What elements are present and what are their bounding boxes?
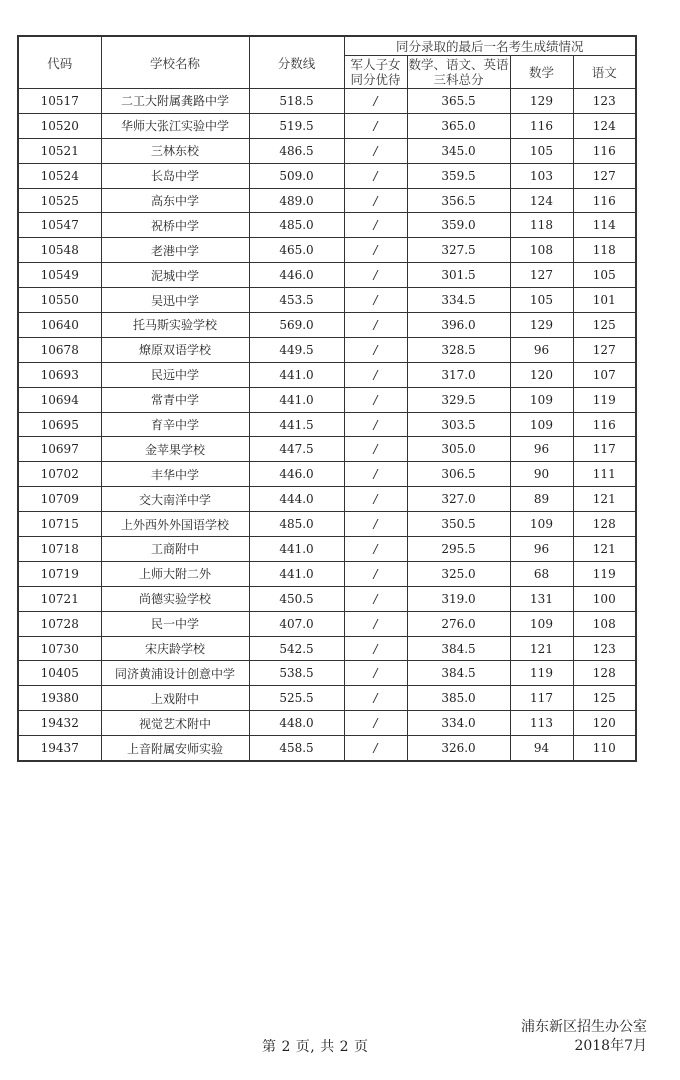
cell-cutoff: 525.5 — [249, 686, 344, 711]
table-row — [18, 313, 636, 338]
cell-cutoff: 407.0 — [249, 611, 344, 636]
cell-math: 109 — [510, 611, 573, 636]
cell-code: 10697 — [18, 437, 101, 462]
cell-school-name: 二工大附属龚路中学 — [101, 89, 249, 114]
cell-military: / — [344, 362, 407, 387]
cell-military: / — [344, 611, 407, 636]
cell-school-name: 工商附中 — [101, 537, 249, 562]
cell-math: 96 — [510, 437, 573, 462]
cell-chinese: 119 — [573, 561, 636, 586]
cell-total3: 396.0 — [407, 313, 510, 338]
cell-chinese: 116 — [573, 412, 636, 437]
cell-cutoff: 465.0 — [249, 238, 344, 263]
header-code: 代码 — [18, 36, 101, 89]
table-row — [18, 138, 636, 163]
cell-military: / — [344, 263, 407, 288]
cell-total3: 356.5 — [407, 188, 510, 213]
cell-math: 96 — [510, 337, 573, 362]
cell-code: 10719 — [18, 561, 101, 586]
cell-math: 129 — [510, 313, 573, 338]
cell-math: 131 — [510, 586, 573, 611]
cell-code: 10678 — [18, 337, 101, 362]
cell-total3: 328.5 — [407, 337, 510, 362]
cell-chinese: 128 — [573, 512, 636, 537]
cell-school-name: 三林东校 — [101, 138, 249, 163]
cell-total3: 327.0 — [407, 487, 510, 512]
cell-code: 19432 — [18, 711, 101, 736]
cell-military: / — [344, 437, 407, 462]
cell-chinese: 116 — [573, 138, 636, 163]
table-row — [18, 437, 636, 462]
cell-cutoff: 447.5 — [249, 437, 344, 462]
cell-military: / — [344, 561, 407, 586]
cell-total3: 350.5 — [407, 512, 510, 537]
cell-chinese: 116 — [573, 188, 636, 213]
cell-school-name: 燎原双语学校 — [101, 337, 249, 362]
footer-signature — [521, 1018, 647, 1056]
cell-math: 109 — [510, 412, 573, 437]
cell-chinese: 120 — [573, 711, 636, 736]
table-row — [18, 337, 636, 362]
cell-math: 118 — [510, 213, 573, 238]
table-row — [18, 586, 636, 611]
cell-math: 68 — [510, 561, 573, 586]
cell-code: 10517 — [18, 89, 101, 114]
cell-total3: 384.5 — [407, 661, 510, 686]
cell-math: 94 — [510, 736, 573, 761]
cell-school-name: 尚德实验学校 — [101, 586, 249, 611]
cell-math: 113 — [510, 711, 573, 736]
cell-military: / — [344, 462, 407, 487]
cell-total3: 303.5 — [407, 412, 510, 437]
table-row — [18, 387, 636, 412]
table-row — [18, 362, 636, 387]
table-row — [18, 487, 636, 512]
cell-chinese: 123 — [573, 89, 636, 114]
cell-school-name: 交大南洋中学 — [101, 487, 249, 512]
cell-code: 19380 — [18, 686, 101, 711]
table-row — [18, 736, 636, 761]
cell-military: / — [344, 686, 407, 711]
cell-school-name: 高东中学 — [101, 188, 249, 213]
cell-cutoff: 485.0 — [249, 512, 344, 537]
cell-school-name: 祝桥中学 — [101, 213, 249, 238]
cell-school-name: 上师大附二外 — [101, 561, 249, 586]
cell-school-name: 民一中学 — [101, 611, 249, 636]
cell-chinese: 100 — [573, 586, 636, 611]
cell-school-name: 华师大张江实验中学 — [101, 113, 249, 138]
cell-math: 109 — [510, 387, 573, 412]
cell-code: 10521 — [18, 138, 101, 163]
cell-cutoff: 441.0 — [249, 537, 344, 562]
cell-chinese: 121 — [573, 537, 636, 562]
cell-military: / — [344, 113, 407, 138]
table-row — [18, 561, 636, 586]
cell-total3: 359.0 — [407, 213, 510, 238]
cell-military: / — [344, 138, 407, 163]
cell-math: 109 — [510, 512, 573, 537]
cell-cutoff: 509.0 — [249, 163, 344, 188]
cell-chinese: 108 — [573, 611, 636, 636]
cell-total3: 306.5 — [407, 462, 510, 487]
cell-math: 96 — [510, 537, 573, 562]
table-row — [18, 611, 636, 636]
table-row — [18, 89, 636, 114]
cell-math: 108 — [510, 238, 573, 263]
cell-cutoff: 441.5 — [249, 412, 344, 437]
cell-math: 90 — [510, 462, 573, 487]
cell-code: 19437 — [18, 736, 101, 761]
cell-code: 10550 — [18, 288, 101, 313]
cell-total3: 384.5 — [407, 636, 510, 661]
header-chinese: 语文 — [573, 56, 636, 89]
cell-chinese: 107 — [573, 362, 636, 387]
cell-total3: 276.0 — [407, 611, 510, 636]
cell-code: 10693 — [18, 362, 101, 387]
cell-cutoff: 519.5 — [249, 113, 344, 138]
cell-school-name: 上外西外外国语学校 — [101, 512, 249, 537]
cell-school-name: 老港中学 — [101, 238, 249, 263]
header-school-name: 学校名称 — [101, 36, 249, 89]
cell-cutoff: 441.0 — [249, 561, 344, 586]
cell-total3: 319.0 — [407, 586, 510, 611]
table-row — [18, 188, 636, 213]
cell-chinese: 110 — [573, 736, 636, 761]
cell-chinese: 111 — [573, 462, 636, 487]
cell-cutoff: 458.5 — [249, 736, 344, 761]
cell-military: / — [344, 213, 407, 238]
cell-school-name: 常青中学 — [101, 387, 249, 412]
cell-math: 105 — [510, 288, 573, 313]
cell-school-name: 视觉艺术附中 — [101, 711, 249, 736]
cell-math: 124 — [510, 188, 573, 213]
table-row — [18, 412, 636, 437]
cell-school-name: 泥城中学 — [101, 263, 249, 288]
table-row — [18, 686, 636, 711]
cell-military: / — [344, 661, 407, 686]
cell-code: 10715 — [18, 512, 101, 537]
cell-chinese: 121 — [573, 487, 636, 512]
cell-military: / — [344, 512, 407, 537]
cell-military: / — [344, 337, 407, 362]
cell-total3: 325.0 — [407, 561, 510, 586]
cell-chinese: 127 — [573, 337, 636, 362]
table-row — [18, 462, 636, 487]
cell-chinese: 118 — [573, 238, 636, 263]
header-group-title: 同分录取的最后一名考生成绩情况 — [344, 36, 636, 56]
cell-total3: 305.0 — [407, 437, 510, 462]
cell-cutoff: 441.0 — [249, 362, 344, 387]
cell-total3: 329.5 — [407, 387, 510, 412]
cell-school-name: 宋庆龄学校 — [101, 636, 249, 661]
cell-military: / — [344, 89, 407, 114]
admission-score-sheet — [17, 35, 635, 762]
header-military: 军人子女同分优待 — [344, 56, 407, 89]
cell-cutoff: 446.0 — [249, 462, 344, 487]
header-total3: 数学、语文、英语三科总分 — [408, 57, 509, 87]
cell-military: / — [344, 387, 407, 412]
cell-math: 103 — [510, 163, 573, 188]
cell-military: / — [344, 412, 407, 437]
table-row — [18, 213, 636, 238]
cell-total3: 334.0 — [407, 711, 510, 736]
cell-code: 10694 — [18, 387, 101, 412]
organization-name: 浦东新区招生办公室 — [521, 1019, 647, 1035]
cell-military: / — [344, 238, 407, 263]
cell-cutoff: 448.0 — [249, 711, 344, 736]
cell-school-name: 育辛中学 — [101, 412, 249, 437]
cell-school-name: 丰华中学 — [101, 462, 249, 487]
cell-chinese: 105 — [573, 263, 636, 288]
cell-military: / — [344, 736, 407, 761]
cell-chinese: 125 — [573, 686, 636, 711]
cell-total3: 365.5 — [407, 89, 510, 114]
cell-total3: 359.5 — [407, 163, 510, 188]
cell-math: 127 — [510, 263, 573, 288]
table-row — [18, 661, 636, 686]
cell-cutoff: 441.0 — [249, 387, 344, 412]
cell-school-name: 同济黄浦设计创意中学 — [101, 661, 249, 686]
cell-code: 10709 — [18, 487, 101, 512]
cell-cutoff: 569.0 — [249, 313, 344, 338]
cell-total3: 334.5 — [407, 288, 510, 313]
table-body — [18, 89, 636, 762]
cell-military: / — [344, 487, 407, 512]
cell-cutoff: 444.0 — [249, 487, 344, 512]
cell-code: 10520 — [18, 113, 101, 138]
cell-military: / — [344, 586, 407, 611]
cell-total3: 326.0 — [407, 736, 510, 761]
cell-code: 10728 — [18, 611, 101, 636]
cell-math: 129 — [510, 89, 573, 114]
cell-total3: 317.0 — [407, 362, 510, 387]
cell-school-name: 长岛中学 — [101, 163, 249, 188]
cell-code: 10730 — [18, 636, 101, 661]
cell-code: 10640 — [18, 313, 101, 338]
table-row — [18, 238, 636, 263]
cell-cutoff: 542.5 — [249, 636, 344, 661]
table-row — [18, 163, 636, 188]
cell-cutoff: 450.5 — [249, 586, 344, 611]
cell-chinese: 127 — [573, 163, 636, 188]
cell-school-name: 金苹果学校 — [101, 437, 249, 462]
cell-chinese: 114 — [573, 213, 636, 238]
cell-chinese: 117 — [573, 437, 636, 462]
cell-code: 10702 — [18, 462, 101, 487]
cell-cutoff: 486.5 — [249, 138, 344, 163]
cell-military: / — [344, 188, 407, 213]
cell-military: / — [344, 537, 407, 562]
cell-cutoff: 485.0 — [249, 213, 344, 238]
cell-math: 121 — [510, 636, 573, 661]
table-row — [18, 711, 636, 736]
table-row — [18, 263, 636, 288]
table-row — [18, 512, 636, 537]
cell-chinese: 128 — [573, 661, 636, 686]
cell-code: 10548 — [18, 238, 101, 263]
cell-math: 89 — [510, 487, 573, 512]
cell-school-name: 上戏附中 — [101, 686, 249, 711]
cell-cutoff: 453.5 — [249, 288, 344, 313]
cell-code: 10547 — [18, 213, 101, 238]
cell-code: 10549 — [18, 263, 101, 288]
cell-school-name: 吴迅中学 — [101, 288, 249, 313]
cell-total3: 327.5 — [407, 238, 510, 263]
cell-military: / — [344, 711, 407, 736]
cell-military: / — [344, 636, 407, 661]
cell-total3: 295.5 — [407, 537, 510, 562]
cell-code: 10525 — [18, 188, 101, 213]
cell-school-name: 托马斯实验学校 — [101, 313, 249, 338]
cell-math: 105 — [510, 138, 573, 163]
header-cutoff: 分数线 — [249, 36, 344, 89]
cell-math: 120 — [510, 362, 573, 387]
cell-code: 10695 — [18, 412, 101, 437]
cell-math: 116 — [510, 113, 573, 138]
cell-total3: 365.0 — [407, 113, 510, 138]
cell-military: / — [344, 163, 407, 188]
cell-chinese: 101 — [573, 288, 636, 313]
cell-cutoff: 449.5 — [249, 337, 344, 362]
table-header — [18, 36, 636, 89]
cell-math: 119 — [510, 661, 573, 686]
cell-code: 10405 — [18, 661, 101, 686]
cell-chinese: 119 — [573, 387, 636, 412]
page-indicator: 第 2 页, 共 2 页 — [262, 1039, 369, 1055]
cell-cutoff: 538.5 — [249, 661, 344, 686]
issue-date: 2018年7月 — [574, 1038, 647, 1054]
cell-school-name: 民远中学 — [101, 362, 249, 387]
cell-code: 10721 — [18, 586, 101, 611]
admission-score-table — [17, 35, 637, 762]
cell-math: 117 — [510, 686, 573, 711]
cell-code: 10524 — [18, 163, 101, 188]
cell-chinese: 124 — [573, 113, 636, 138]
cell-total3: 385.0 — [407, 686, 510, 711]
table-row — [18, 113, 636, 138]
cell-school-name: 上音附属安师实验 — [101, 736, 249, 761]
table-row — [18, 288, 636, 313]
cell-code: 10718 — [18, 537, 101, 562]
cell-total3: 345.0 — [407, 138, 510, 163]
cell-cutoff: 446.0 — [249, 263, 344, 288]
cell-chinese: 125 — [573, 313, 636, 338]
cell-chinese: 123 — [573, 636, 636, 661]
table-row — [18, 636, 636, 661]
header-math: 数学 — [510, 56, 573, 89]
cell-cutoff: 489.0 — [249, 188, 344, 213]
table-row — [18, 537, 636, 562]
cell-total3: 301.5 — [407, 263, 510, 288]
cell-cutoff: 518.5 — [249, 89, 344, 114]
cell-military: / — [344, 313, 407, 338]
cell-military: / — [344, 288, 407, 313]
